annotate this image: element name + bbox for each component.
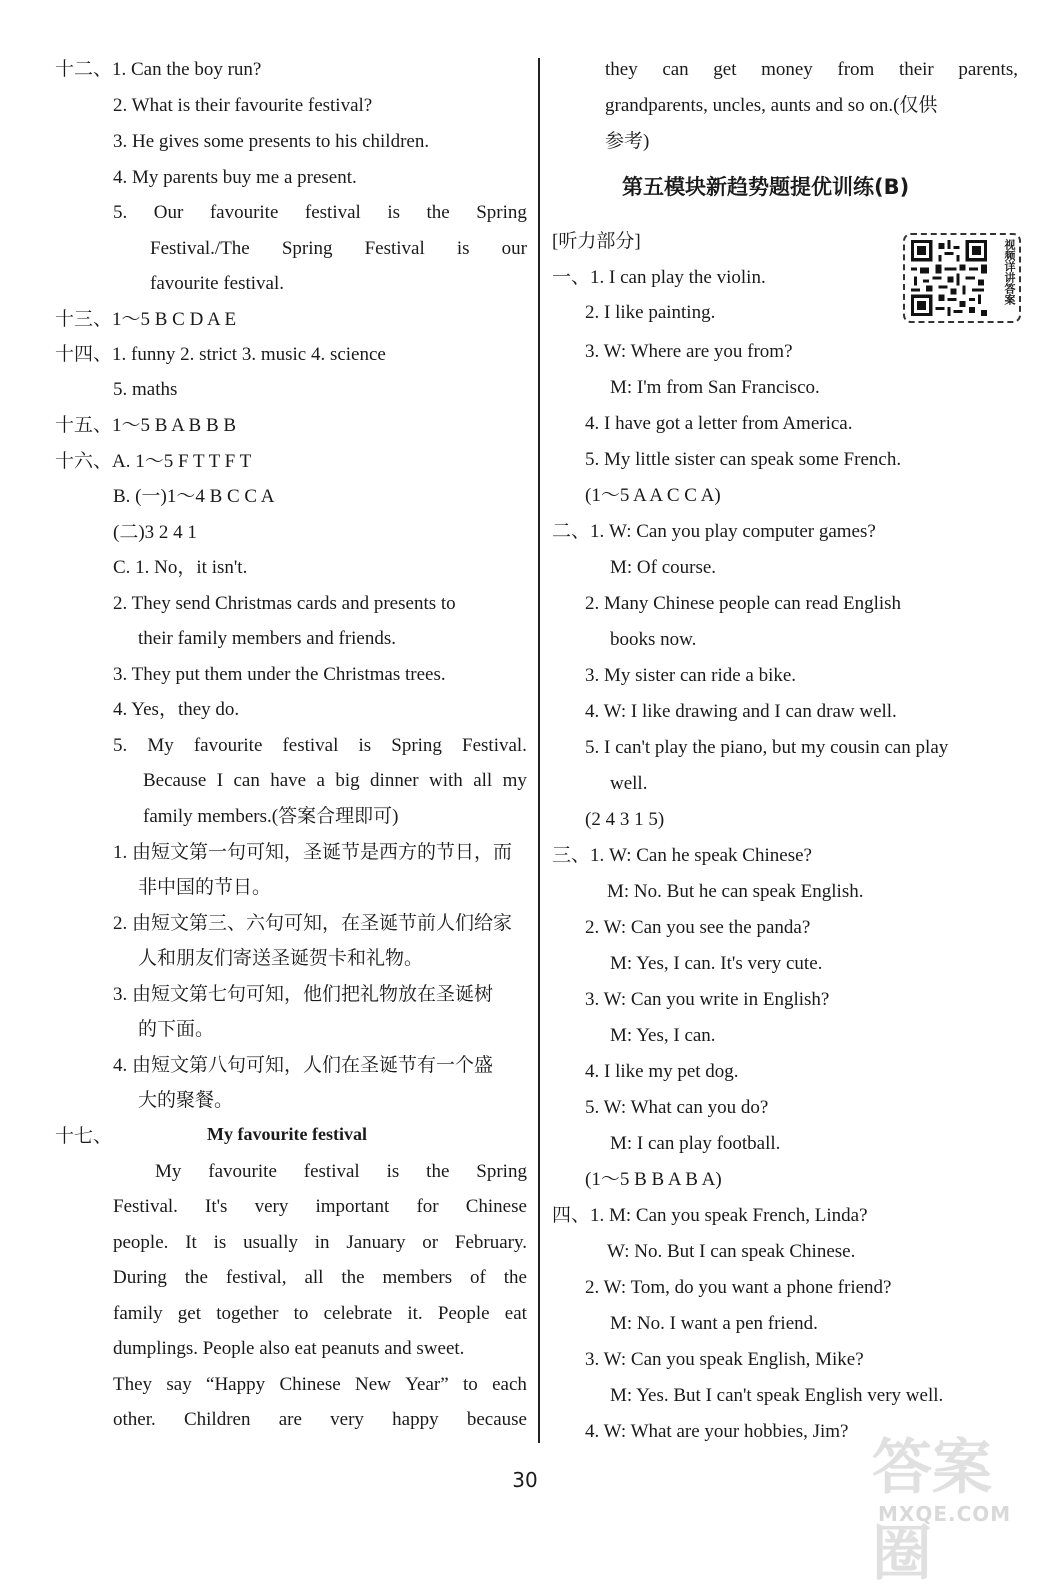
- word: My: [147, 735, 174, 756]
- text-line: [113, 1373, 527, 1397]
- word: our: [501, 238, 527, 259]
- text-line: 3. W: Where are you from?: [585, 341, 793, 362]
- text-line: 参考): [605, 131, 650, 152]
- word: favourite: [193, 735, 263, 756]
- text-line: 3. They put them under the Christmas trees.: [113, 664, 446, 685]
- text-line: dumplings. People also eat peanuts and sweet.: [113, 1338, 465, 1359]
- word: money: [761, 59, 813, 80]
- word: other.: [113, 1409, 156, 1430]
- text-line: 4. 由短文第八句可知，人们在圣诞节有一个盛: [113, 1055, 494, 1076]
- word: Festival.: [113, 1196, 178, 1217]
- text-line: 2. What is their favourite festival?: [113, 95, 373, 116]
- text-line: 一、1. I can play the violin.: [552, 267, 766, 288]
- text-line: favourite festival.: [150, 273, 285, 294]
- qr-code-icon[interactable]: [911, 240, 987, 316]
- text-line: [605, 58, 1018, 82]
- word: is: [358, 735, 372, 756]
- text-line: [143, 769, 527, 793]
- word: family: [113, 1303, 163, 1324]
- text-line: 1. 由短文第一句可知，圣诞节是西方的节日，而: [113, 842, 513, 863]
- section-title: 第五模块新趋势题提优训练(B): [622, 175, 910, 199]
- word: is: [213, 1232, 227, 1253]
- text-line: C. 1. No，it isn't.: [113, 557, 248, 578]
- text-line: M: I'm from San Francisco.: [610, 377, 820, 398]
- word: parents,: [958, 59, 1018, 80]
- text-line: 十七、: [55, 1126, 113, 1147]
- word: They: [113, 1374, 153, 1395]
- word: happy: [392, 1409, 439, 1430]
- word: February.: [454, 1232, 527, 1253]
- text-line: W: No. But I can speak Chinese.: [607, 1241, 856, 1262]
- page-number: 30: [512, 1468, 538, 1492]
- text-line: [113, 1408, 527, 1432]
- text-line: 2. W: Can you see the panda?: [585, 917, 811, 938]
- text-line: 四、1. M: Can you speak French, Linda?: [552, 1205, 868, 1226]
- word: with: [429, 770, 463, 791]
- text-line: [113, 1195, 527, 1219]
- word: have: [270, 770, 307, 791]
- word: It's: [205, 1196, 228, 1217]
- word: the: [426, 202, 450, 223]
- watermark-logo: [840, 1418, 1045, 1589]
- word: 5.: [113, 202, 128, 223]
- word: Chinese: [465, 1196, 527, 1217]
- text-line: 4. I have got a letter from America.: [585, 413, 853, 434]
- word: people.: [113, 1232, 169, 1253]
- word: It: [185, 1232, 197, 1253]
- text-line: (2 4 3 1 5): [585, 809, 665, 830]
- word: say: [166, 1374, 192, 1395]
- text-line: well.: [610, 773, 648, 794]
- word: Because: [143, 770, 207, 791]
- text-line: 3. W: Can you speak English, Mike?: [585, 1349, 864, 1370]
- word: all: [473, 770, 493, 791]
- word: can: [233, 770, 260, 791]
- word: their: [898, 59, 934, 80]
- word: of: [470, 1267, 486, 1288]
- text-line: 3. He gives some presents to his children.: [113, 131, 430, 152]
- word: they: [605, 59, 638, 80]
- word: very: [254, 1196, 289, 1217]
- text-line: [155, 1160, 527, 1184]
- word: I: [216, 770, 224, 791]
- text-line: 2. I like painting.: [585, 302, 716, 323]
- text-line: [113, 734, 527, 758]
- text-line: 2. Many Chinese people can read English: [585, 593, 902, 614]
- text-line: 人和朋友们寄送圣诞贺卡和礼物。: [138, 948, 424, 969]
- text-line: [150, 237, 527, 261]
- word: Spring: [476, 202, 527, 223]
- word: is: [386, 1161, 400, 1182]
- word: festival,: [225, 1267, 287, 1288]
- text-line: 5. maths: [113, 379, 178, 400]
- text-line: 4. My parents buy me a present.: [113, 167, 357, 188]
- text-line: 十六、A. 1～5 F T T F T: [55, 451, 252, 472]
- word: People: [437, 1303, 490, 1324]
- word: is: [456, 238, 470, 259]
- word: because: [466, 1409, 527, 1430]
- text-line: M: No. I want a pen friend.: [610, 1313, 818, 1334]
- text-line: 2. 由短文第三、六句可知，在圣诞节前人们给家: [113, 913, 513, 934]
- text-line: their family members and friends.: [138, 628, 397, 649]
- word: Festival: [364, 238, 425, 259]
- word: Festival./The: [150, 238, 250, 259]
- word: dinner: [370, 770, 419, 791]
- word: from: [837, 59, 875, 80]
- word: Festival.: [462, 735, 527, 756]
- word: New: [355, 1374, 391, 1395]
- word: Our: [153, 202, 184, 223]
- text-line: 2. They send Christmas cards and presents to: [113, 593, 456, 614]
- word: to: [293, 1303, 309, 1324]
- text-line: 4. W: What are your hobbies, Jim?: [585, 1421, 849, 1442]
- text-line: 5. My little sister can speak some French.: [585, 449, 902, 470]
- text-line: 的下面。: [138, 1019, 215, 1040]
- word: or: [422, 1232, 439, 1253]
- text-line: 3. W: Can you write in English?: [585, 989, 830, 1010]
- text-line: 十二、1. Can the boy run?: [55, 59, 262, 80]
- text-line: [113, 1266, 527, 1290]
- text-line: (1～5 A A C C A): [585, 485, 721, 506]
- text-line: 十五、1～5 B A B B B: [55, 415, 237, 436]
- text-line: [113, 201, 527, 225]
- word: Spring: [476, 1161, 527, 1182]
- text-line: 3. 由短文第七句可知，他们把礼物放在圣诞树: [113, 984, 494, 1005]
- word: favourite: [208, 1161, 277, 1182]
- text-line: 5. I can't play the piano, but my cousin can play: [585, 737, 949, 758]
- word: are: [278, 1409, 302, 1430]
- word: Children: [183, 1409, 251, 1430]
- text-line: M: I can play football.: [610, 1133, 781, 1154]
- word: a: [316, 770, 325, 791]
- word: in: [314, 1232, 330, 1253]
- word: important: [315, 1196, 390, 1217]
- watermark-glyph: 答案圈: [872, 1433, 992, 1589]
- column-divider: [538, 58, 540, 1443]
- text-line: M: Yes. But I can't speak English very well.: [610, 1385, 944, 1406]
- word: it.: [407, 1303, 423, 1324]
- text-line: [113, 1302, 527, 1326]
- word: the: [503, 1267, 527, 1288]
- text-line: grandparents, uncles, aunts and so on.(仅供: [605, 95, 938, 116]
- word: Year”: [405, 1374, 449, 1395]
- text-line: M: No. But he can speak English.: [607, 881, 864, 902]
- word: get: [177, 1303, 202, 1324]
- word: eat: [504, 1303, 527, 1324]
- text-line: 3. My sister can ride a bike.: [585, 665, 797, 686]
- text-line: 5. W: What can you do?: [585, 1097, 769, 1118]
- text-line: 三、1. W: Can he speak Chinese?: [552, 845, 812, 866]
- text-line: family members.(答案合理即可): [143, 806, 399, 827]
- word: together: [216, 1303, 279, 1324]
- watermark-site: MXQE.COM: [878, 1502, 1012, 1526]
- text-line: [听力部分]: [552, 231, 641, 252]
- qr-code-box[interactable]: [903, 233, 1021, 323]
- word: the: [184, 1267, 208, 1288]
- word: each: [492, 1374, 527, 1395]
- text-line: 十四、1. funny 2. strict 3. music 4. science: [55, 344, 386, 365]
- word: favourite: [209, 202, 279, 223]
- text-line: [113, 1231, 527, 1255]
- word: the: [341, 1267, 365, 1288]
- word: My: [155, 1161, 182, 1182]
- text-line: M: Yes, I can. It's very cute.: [610, 953, 823, 974]
- word: usually: [243, 1232, 298, 1253]
- text-line: M: Of course.: [610, 557, 717, 578]
- word: During: [113, 1267, 167, 1288]
- word: all: [304, 1267, 324, 1288]
- text-line: 大的聚餐。: [138, 1090, 234, 1111]
- text-line: 十三、1～5 B C D A E: [55, 309, 237, 330]
- word: can: [662, 59, 689, 80]
- word: Spring: [391, 735, 442, 756]
- text-line: (1～5 B B A B A): [585, 1169, 722, 1190]
- word: Chinese: [279, 1374, 341, 1395]
- word: the: [426, 1161, 450, 1182]
- text-line: 4. W: I like drawing and I can draw well.: [585, 701, 897, 722]
- text-line: B. (一)1～4 B C C A: [113, 486, 275, 507]
- word: big: [335, 770, 360, 791]
- word: festival: [303, 1161, 360, 1182]
- text-line: (二)3 2 4 1: [113, 522, 197, 543]
- text-line: 4. Yes，they do.: [113, 699, 240, 720]
- essay-title: My favourite festival: [207, 1124, 367, 1144]
- word: celebrate: [323, 1303, 393, 1324]
- word: very: [330, 1409, 364, 1430]
- word: for: [416, 1196, 439, 1217]
- word: “Happy: [206, 1374, 266, 1395]
- text-line: 二、1. W: Can you play computer games?: [552, 521, 876, 542]
- word: festival: [304, 202, 361, 223]
- word: Spring: [281, 238, 333, 259]
- word: 5.: [113, 735, 128, 756]
- qr-label: 视频详讲答案: [1003, 239, 1016, 305]
- text-line: M: Yes, I can.: [610, 1025, 716, 1046]
- word: to: [463, 1374, 478, 1395]
- text-line: 非中国的节日。: [138, 877, 272, 898]
- word: members: [382, 1267, 453, 1288]
- word: my: [502, 770, 527, 791]
- word: is: [387, 202, 401, 223]
- word: get: [713, 59, 737, 80]
- text-line: 2. W: Tom, do you want a phone friend?: [585, 1277, 892, 1298]
- text-line: 4. I like my pet dog.: [585, 1061, 739, 1082]
- word: festival: [282, 735, 339, 756]
- word: January: [346, 1232, 406, 1253]
- text-line: books now.: [610, 629, 697, 650]
